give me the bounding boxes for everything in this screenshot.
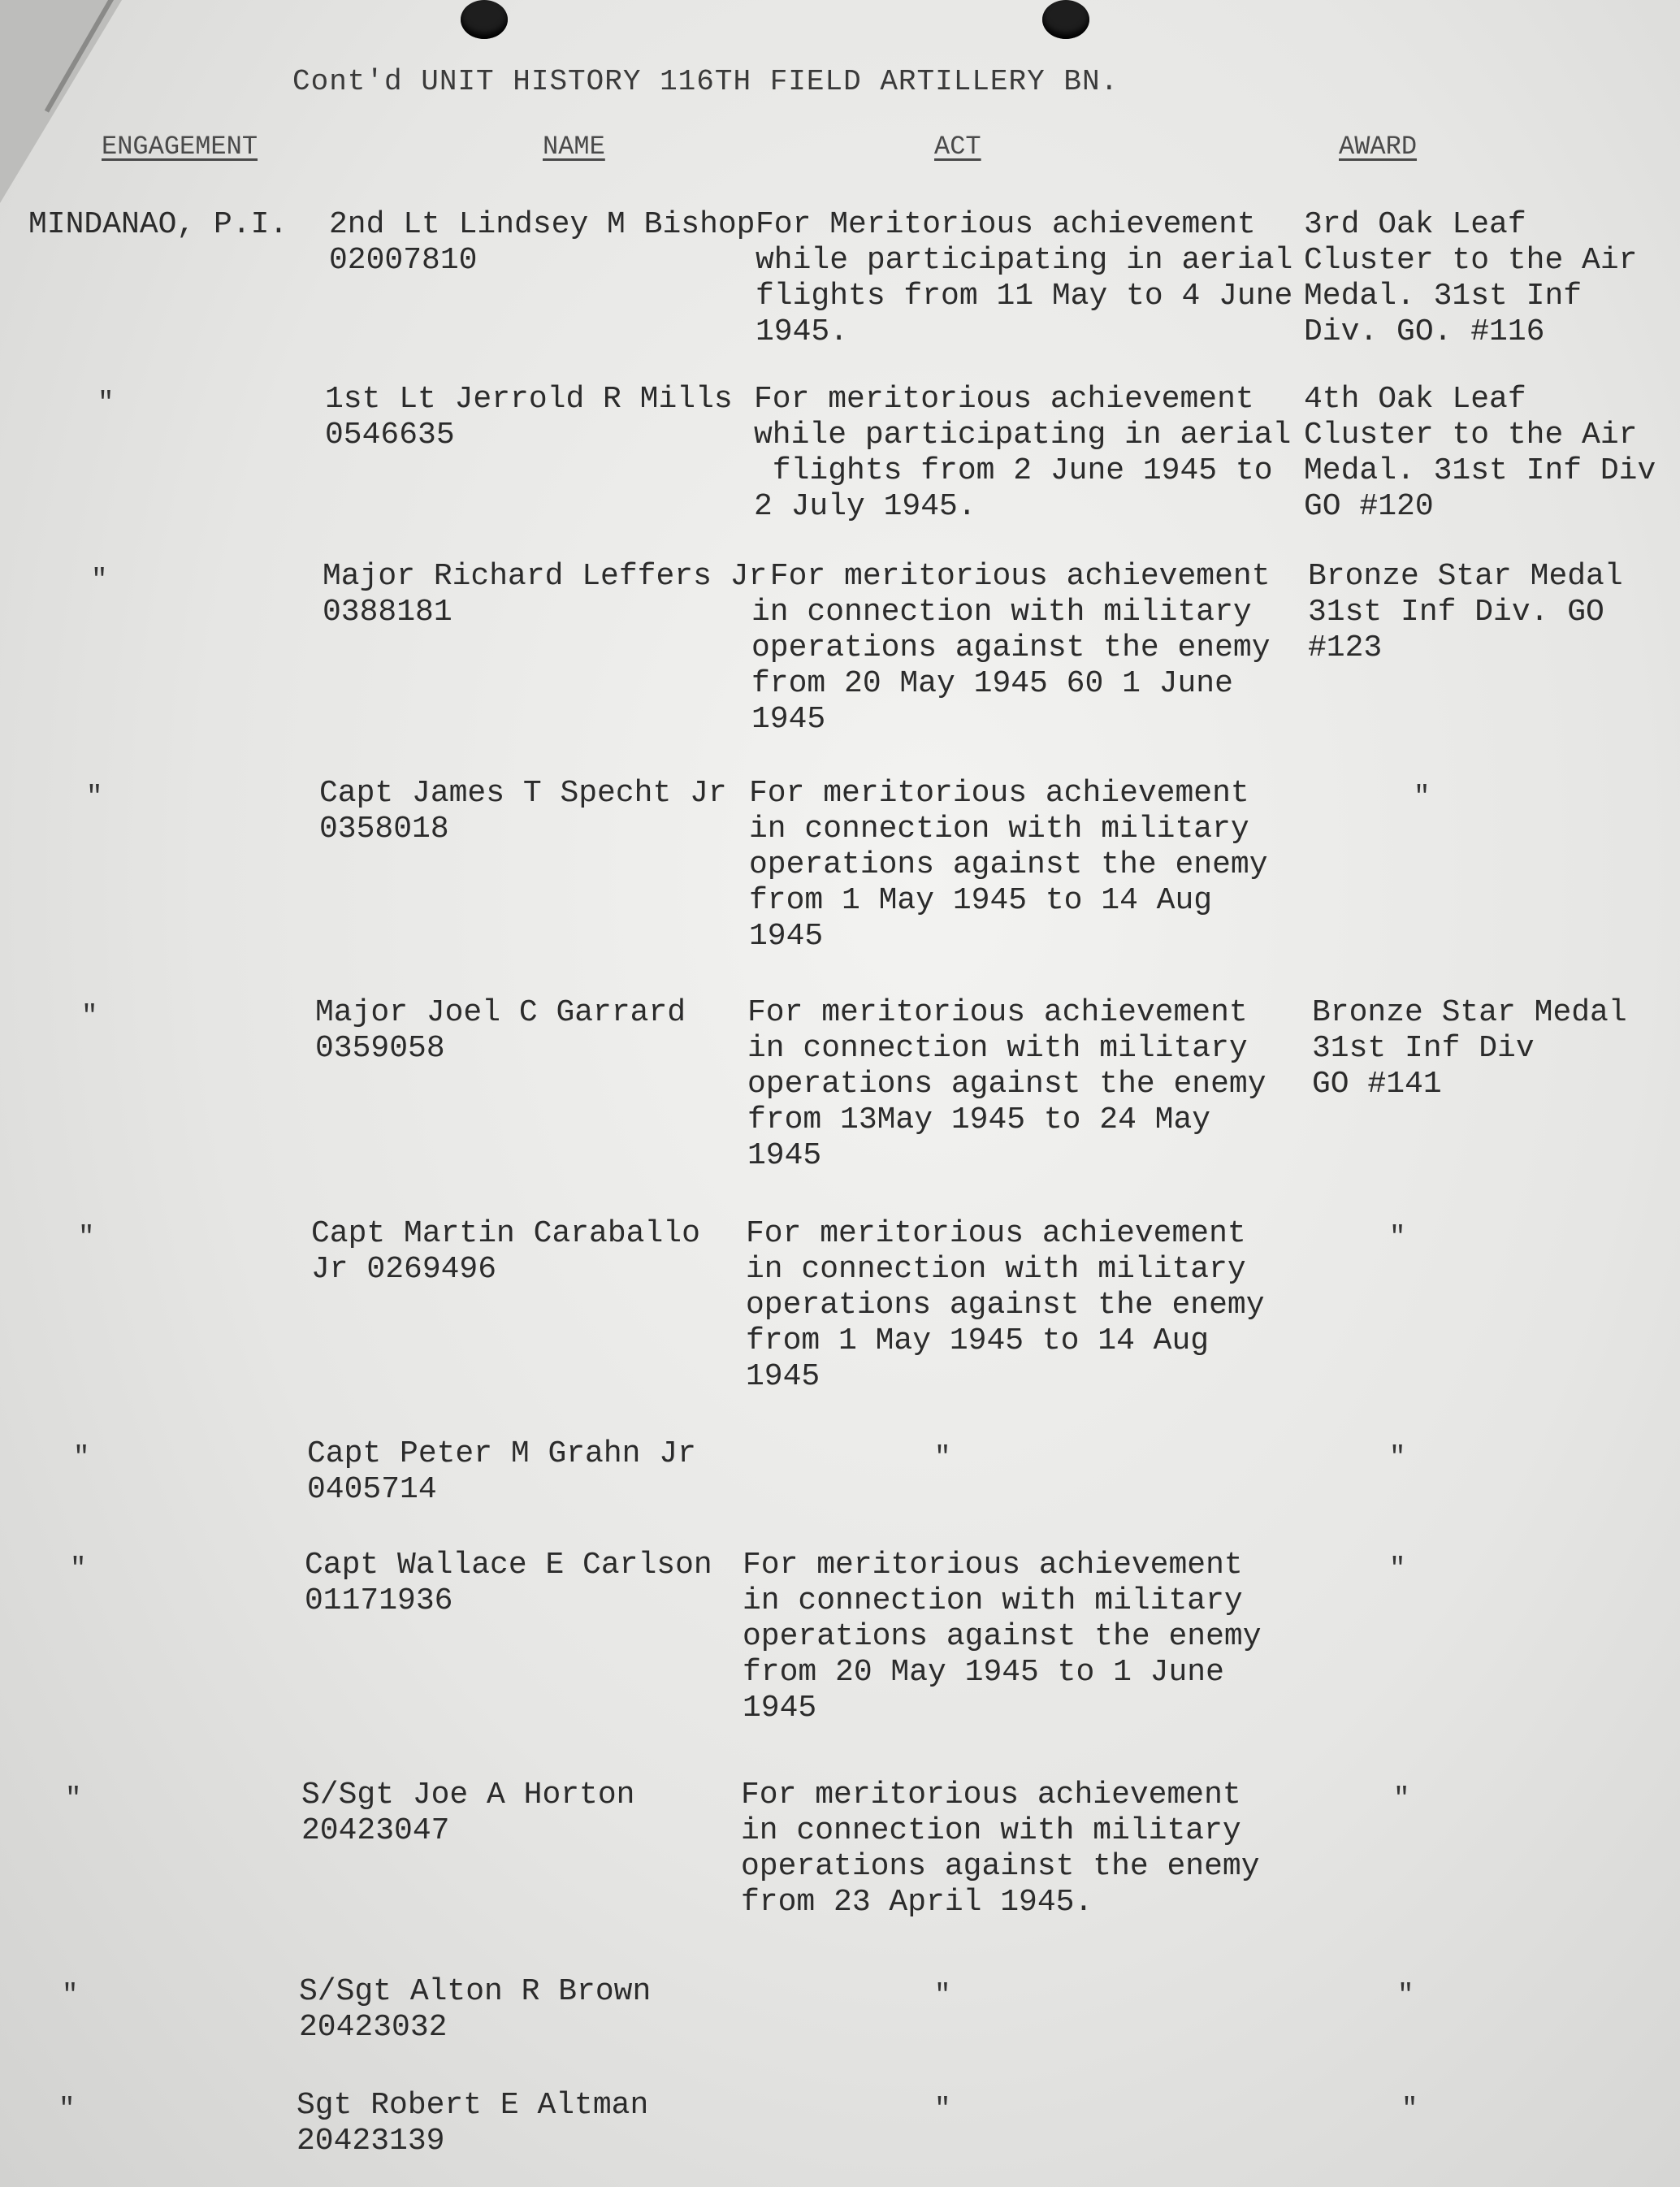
act-line: 1945 (747, 1138, 822, 1173)
award-line: Div. GO. #116 (1304, 314, 1545, 349)
act-line: " (934, 1443, 951, 1474)
award-line: " (1401, 2094, 1418, 2125)
award-line: " (1397, 1981, 1414, 2012)
name-line: 0546635 (325, 418, 455, 453)
award-line: Cluster to the Air (1304, 418, 1638, 453)
act-line: operations against the enemy (746, 1288, 1265, 1323)
act-line: For meritorious achievement (741, 1778, 1241, 1812)
act-line: 1945. (756, 314, 849, 349)
award-line: Bronze Star Medal (1312, 995, 1627, 1030)
award-line: Bronze Star Medal (1308, 559, 1623, 594)
engagement-cell: " (81, 1002, 98, 1033)
act-line: from 1 May 1945 to 14 Aug (749, 883, 1213, 918)
award-line: " (1414, 782, 1431, 813)
act-line: 2 July 1945. (754, 489, 976, 524)
act-line: while participating in aerial (754, 418, 1292, 453)
act-line: in connection with military (749, 812, 1249, 847)
act-line: operations against the enemy (751, 630, 1271, 665)
award-line: GO #120 (1304, 489, 1434, 524)
name-line: 0358018 (319, 812, 449, 847)
award-line: 31st Inf Div (1312, 1031, 1535, 1066)
name-line: 02007810 (329, 243, 478, 278)
award-line: " (1389, 1554, 1406, 1585)
act-line: operations against the enemy (747, 1067, 1266, 1102)
act-line: 1945 (743, 1691, 817, 1726)
name-line: S/Sgt Alton R Brown (299, 1974, 652, 2009)
folded-page-corner (0, 0, 122, 203)
act-line: For Meritorious achievement (756, 207, 1256, 242)
award-line: 3rd Oak Leaf (1304, 207, 1526, 242)
name-line: 2nd Lt Lindsey M Bishop (329, 207, 756, 242)
name-line: S/Sgt Joe A Horton (301, 1778, 635, 1812)
act-line: For meritorious achievement (747, 995, 1248, 1030)
name-line: Major Richard Leffers Jr (323, 559, 768, 594)
act-line: from 20 May 1945 to 1 June (743, 1655, 1224, 1690)
column-header-engagement: ENGAGEMENT (102, 132, 258, 162)
name-line: 01171936 (305, 1583, 453, 1618)
act-line: For meritorious achievement (754, 382, 1254, 417)
act-line: in connection with military (741, 1813, 1241, 1848)
column-header-name: NAME (543, 132, 605, 162)
name-line: Capt Wallace E Carlson (305, 1548, 712, 1583)
engagement-cell: MINDANAO, P.I. (28, 207, 288, 242)
award-line: Medal. 31st Inf (1304, 279, 1583, 314)
name-line: 20423032 (299, 2010, 448, 2045)
award-line: " (1389, 1223, 1406, 1254)
engagement-cell: " (62, 1981, 79, 2012)
act-line: For meritorious achievement (743, 1548, 1243, 1583)
act-line: For meritorious achievement (749, 776, 1249, 811)
name-line: Capt James T Specht Jr (319, 776, 727, 811)
act-line: in connection with military (751, 595, 1252, 630)
document-title: Cont'd UNIT HISTORY 116TH FIELD ARTILLERY BN. (292, 65, 1119, 98)
engagement-cell: " (86, 782, 103, 813)
name-line: Major Joel C Garrard (315, 995, 686, 1030)
name-line: 20423139 (297, 2124, 445, 2159)
engagement-cell: " (58, 2094, 76, 2125)
award-line: #123 (1308, 630, 1383, 665)
name-line: Sgt Robert E Altman (297, 2088, 649, 2123)
engagement-cell: " (65, 1784, 82, 1815)
act-line: from 1 May 1945 to 14 Aug (746, 1323, 1210, 1358)
punch-hole-right (1042, 0, 1089, 39)
act-line: from 23 April 1945. (741, 1885, 1093, 1920)
award-line: 31st Inf Div. GO (1308, 595, 1604, 630)
act-line: operations against the enemy (743, 1619, 1262, 1654)
act-line: 1945 (749, 919, 824, 954)
act-line: 1945 (746, 1359, 821, 1394)
act-line: " (934, 2094, 951, 2125)
act-line: while participating in aerial (756, 243, 1293, 278)
column-header-award: AWARD (1339, 132, 1418, 162)
act-line: For meritorious achievement (746, 1216, 1246, 1251)
name-line: 0388181 (323, 595, 452, 630)
act-line: in connection with military (743, 1583, 1243, 1618)
act-line: For meritorious achievement (751, 559, 1271, 594)
award-line: " (1389, 1443, 1406, 1474)
act-line: 1945 (751, 702, 826, 737)
act-line: from 20 May 1945 60 1 June (751, 666, 1233, 701)
act-line: in connection with military (747, 1031, 1248, 1066)
punch-hole-left (461, 0, 508, 39)
engagement-cell: " (70, 1554, 87, 1585)
column-header-act: ACT (934, 132, 981, 162)
name-line: 1st Lt Jerrold R Mills (325, 382, 733, 417)
name-line: 0405714 (307, 1472, 437, 1507)
act-line: flights from 2 June 1945 to (754, 453, 1273, 488)
award-line: Cluster to the Air (1304, 243, 1638, 278)
act-line: operations against the enemy (741, 1849, 1260, 1884)
award-line: 4th Oak Leaf (1304, 382, 1526, 417)
engagement-cell: " (78, 1223, 95, 1254)
award-line: GO #141 (1312, 1067, 1442, 1102)
act-line: operations against the enemy (749, 847, 1268, 882)
engagement-cell: " (91, 565, 108, 596)
act-line: in connection with military (746, 1252, 1246, 1287)
name-line: Capt Peter M Grahn Jr (307, 1436, 696, 1471)
engagement-cell: " (73, 1443, 90, 1474)
engagement-cell: " (97, 388, 115, 419)
act-line: " (934, 1981, 951, 2012)
name-line: 20423047 (301, 1813, 450, 1848)
name-line: 0359058 (315, 1031, 445, 1066)
act-line: flights from 11 May to 4 June (756, 279, 1293, 314)
name-line: Capt Martin Caraballo (311, 1216, 700, 1251)
act-line: from 13May 1945 to 24 May (747, 1102, 1211, 1137)
award-line: " (1393, 1784, 1410, 1815)
name-line: Jr 0269496 (311, 1252, 497, 1287)
award-line: Medal. 31st Inf Div (1304, 453, 1656, 488)
